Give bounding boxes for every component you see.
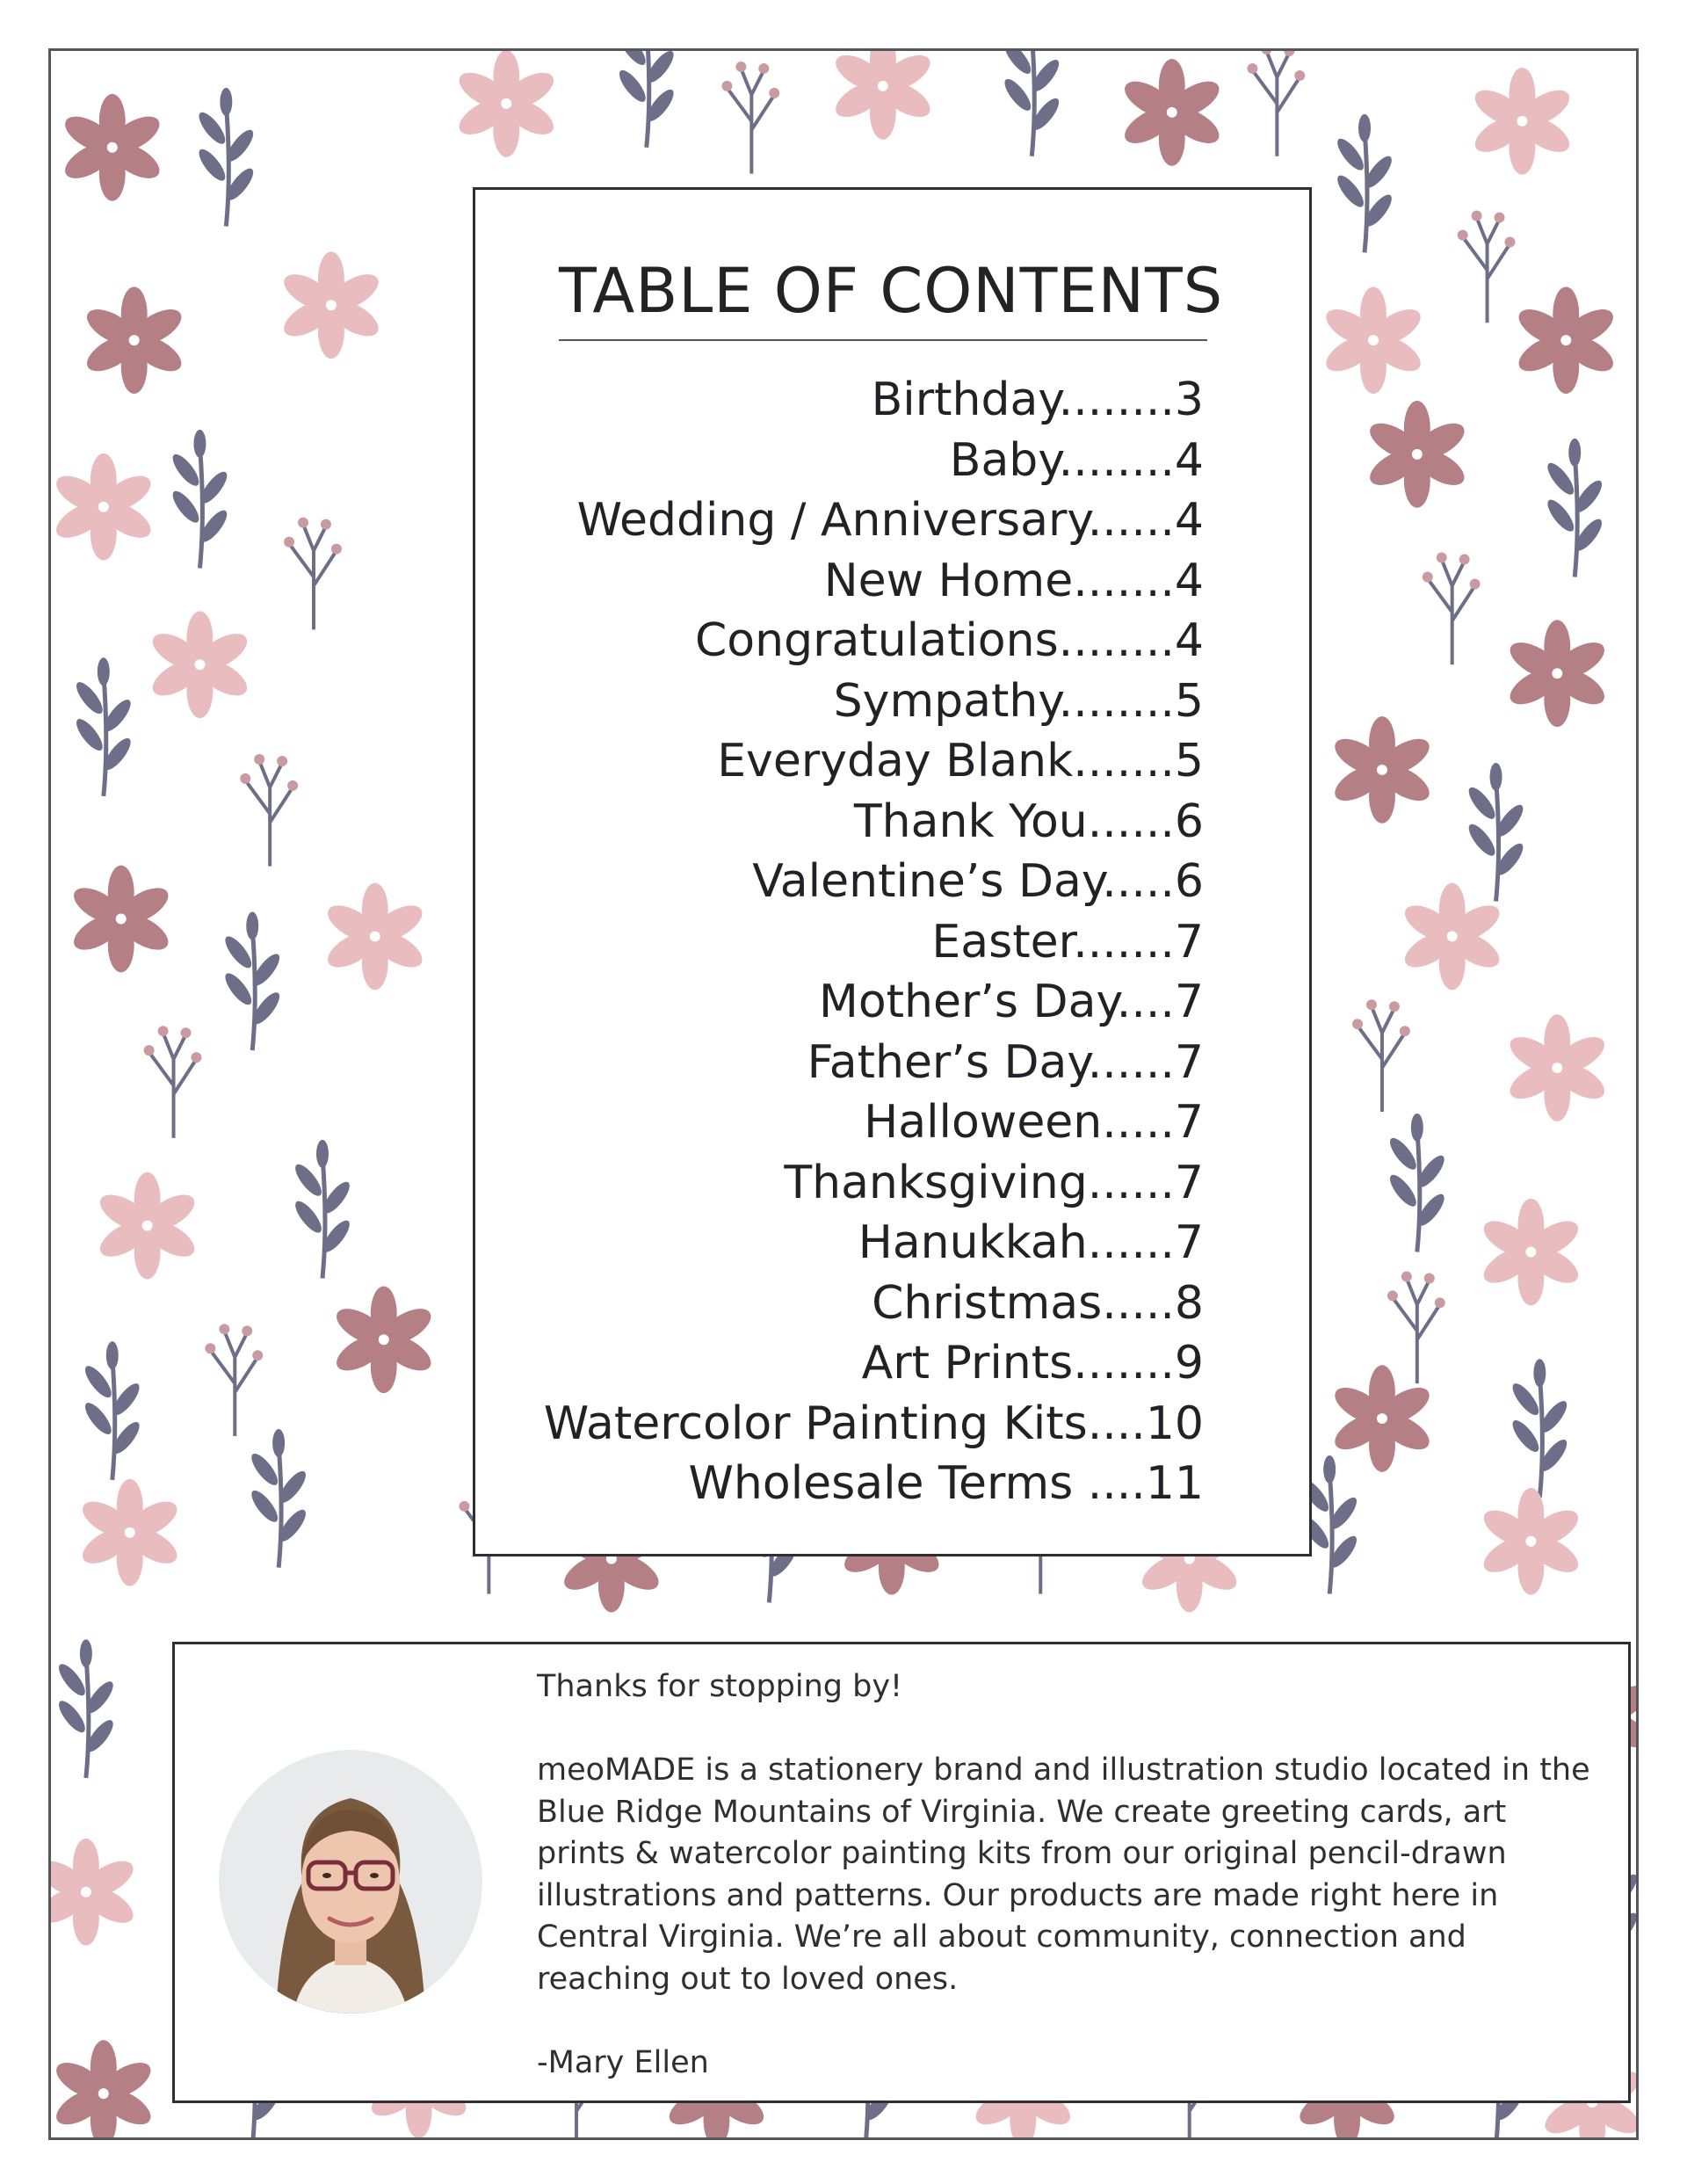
about-greeting: Thanks for stopping by! — [537, 1669, 903, 1704]
toc-entry-art-prints[interactable]: Art Prints.......9 — [861, 1337, 1204, 1389]
title-divider — [559, 339, 1207, 341]
toc-entry-hanukkah[interactable]: Hanukkah......7 — [858, 1216, 1204, 1269]
toc-entry-valentines-day[interactable]: Valentine’s Day.....6 — [752, 855, 1204, 908]
toc-entry-baby[interactable]: Baby........4 — [949, 433, 1204, 487]
toc-entry-thank-you[interactable]: Thank You......6 — [853, 795, 1204, 848]
toc-entry-halloween[interactable]: Halloween.....7 — [864, 1096, 1204, 1149]
about-signature: -Mary Ellen — [537, 2044, 709, 2080]
toc-entry-easter[interactable]: Easter.......7 — [931, 915, 1204, 969]
toc-entry-new-home[interactable]: New Home.......4 — [823, 554, 1204, 607]
avatar — [219, 1750, 482, 2013]
toc-entry-christmas[interactable]: Christmas.....8 — [872, 1276, 1204, 1330]
toc-entry-wholesale-terms[interactable]: Wholesale Terms ....11 — [688, 1457, 1204, 1510]
toc-title: TABLE OF CONTENTS — [559, 255, 1224, 327]
toc-entry-fathers-day[interactable]: Father’s Day......7 — [807, 1035, 1204, 1089]
toc-entry-congratulations[interactable]: Congratulations........4 — [694, 614, 1204, 667]
toc-entry-wedding-anniversary[interactable]: Wedding / Anniversary......4 — [576, 494, 1204, 547]
about-body: meoMADE is a stationery brand and illustration studio located in the Blue Ridge Mountains of Virginia. We create greeting cards, art prints & watercolor painting kits from our original pencil-drawn illustrations and patterns. Our products are made right here in Central Virginia. We’re all about community, connection and reaching out to loved ones. — [537, 1752, 1590, 1997]
toc-list — [544, 370, 1204, 1514]
toc-entry-thanksgiving[interactable]: Thanksgiving......7 — [784, 1156, 1204, 1209]
page-frame — [48, 48, 1639, 2140]
toc-entry-mothers-day[interactable]: Mother’s Day....7 — [818, 976, 1204, 1028]
toc-entry-sympathy[interactable]: Sympathy........5 — [833, 674, 1204, 728]
about-panel — [172, 1642, 1631, 2103]
toc-entry-everyday-blank[interactable]: Everyday Blank.......5 — [717, 735, 1204, 787]
toc-entry-birthday[interactable]: Birthday........3 — [871, 374, 1204, 426]
about-text — [537, 1666, 1600, 2084]
table-of-contents-panel — [473, 187, 1312, 1556]
toc-entry-watercolor-painting-kits[interactable]: Watercolor Painting Kits....10 — [543, 1397, 1204, 1450]
